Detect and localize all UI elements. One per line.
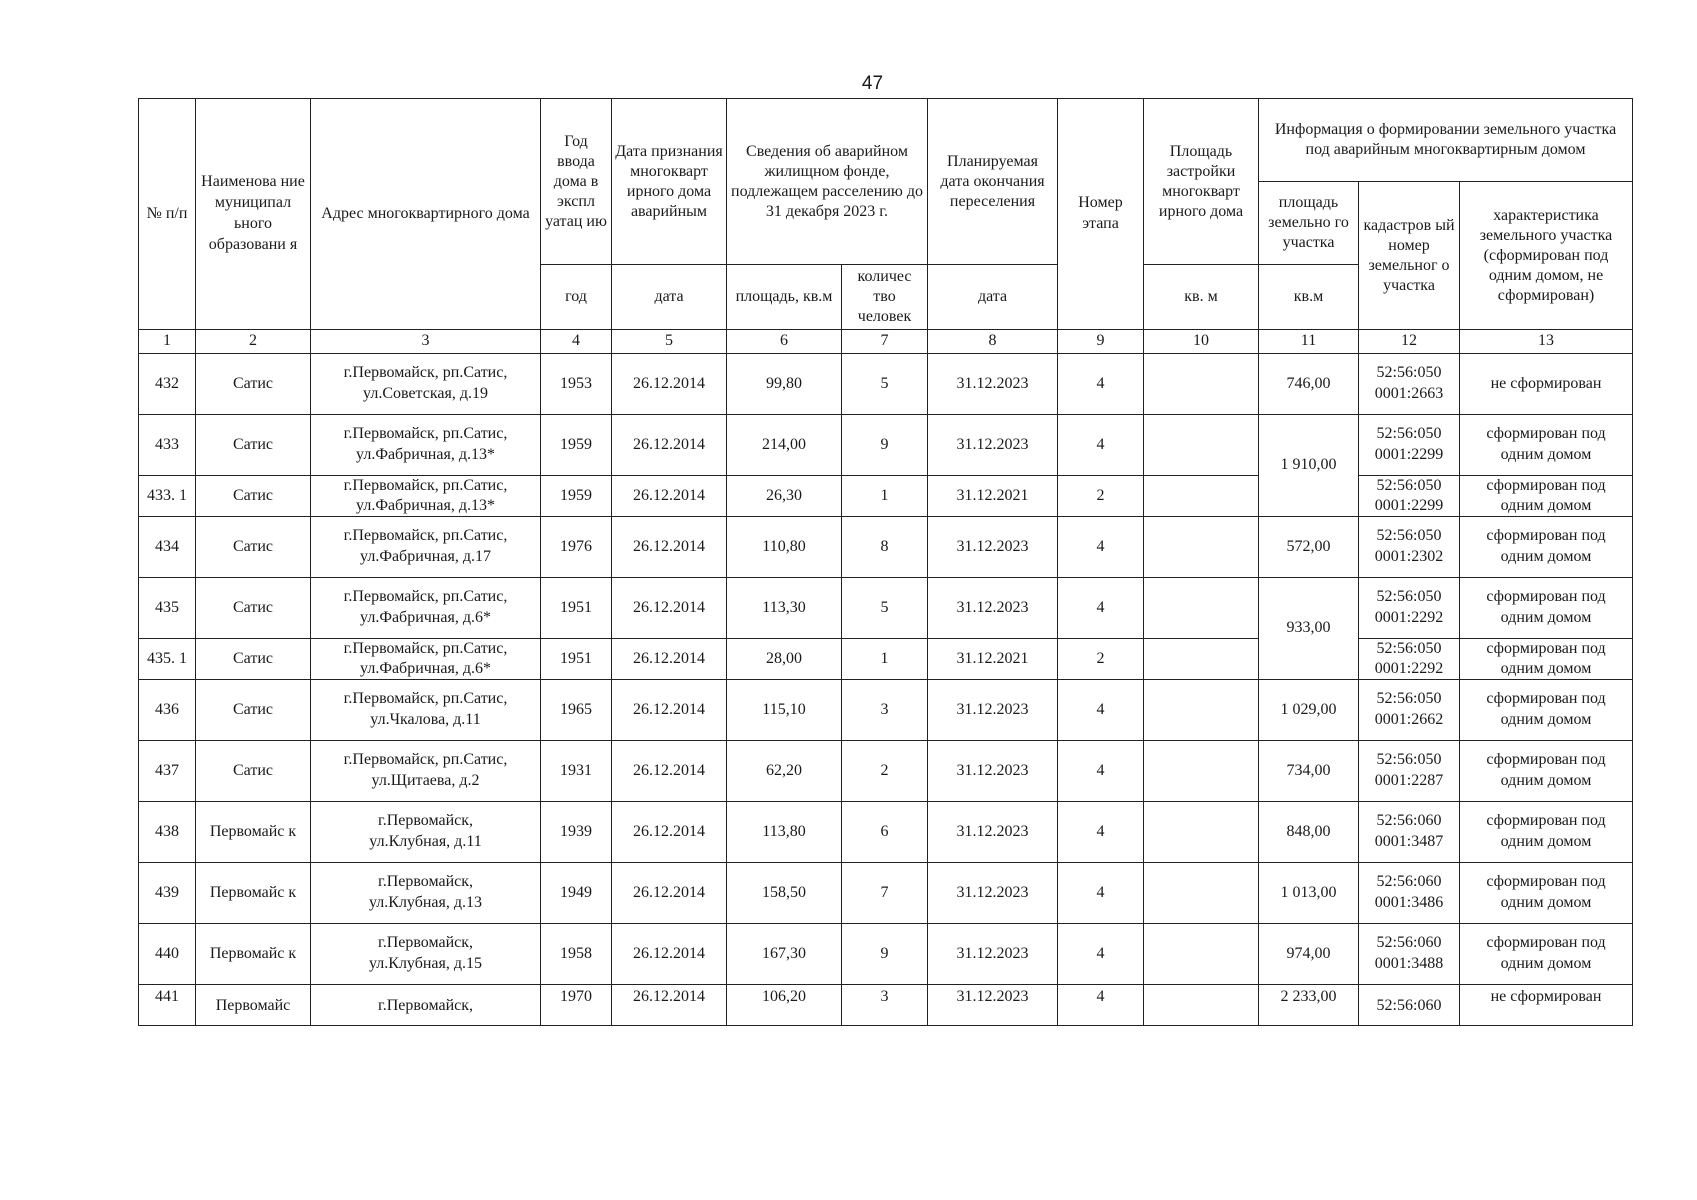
cell-cadastral [1359, 863, 1460, 924]
cell-land-char [1460, 802, 1633, 863]
column-number: 2 [196, 330, 311, 354]
address-line: г.Первомайск, рп.Сатис, [343, 477, 508, 494]
table-row [139, 985, 1633, 1026]
cell-year: 1949 [541, 863, 612, 924]
header-emergency-fund: Сведения об аварийном жилищном фонде, подлежащем расселению до 31 декабря 2023 г. [727, 99, 928, 265]
cell-planned-date: 31.12.2023 [928, 680, 1058, 741]
cell-num: 435 [139, 578, 196, 639]
cell-planned-date: 31.12.2023 [928, 985, 1058, 1026]
cell-people: 1 [842, 476, 928, 517]
cell-planned-date: 31.12.2023 [928, 741, 1058, 802]
cell-people: 7 [842, 863, 928, 924]
land-char-line: сформирован под [1486, 751, 1606, 769]
cell-num: 438 [139, 802, 196, 863]
land-char-line: одним домом [1500, 955, 1592, 972]
cell-build-area [1144, 517, 1259, 578]
cell-land-char [1460, 741, 1633, 802]
address-line: г.Первомайск, [377, 934, 474, 952]
cell-date-recognized: 26.12.2014 [612, 863, 727, 924]
cell-area: 106,20 [727, 985, 842, 1026]
cell-planned-date: 31.12.2023 [928, 863, 1058, 924]
cell-date-recognized: 26.12.2014 [612, 415, 727, 476]
unit-people: количес тво человек [842, 265, 928, 330]
column-number: 13 [1460, 330, 1633, 354]
land-char-line: сформирован под [1486, 690, 1606, 708]
cell-planned-date: 31.12.2023 [928, 354, 1058, 415]
table-row [139, 517, 1633, 578]
header-stage-number: Номер этапа [1058, 99, 1144, 330]
header-planned-date: Планируемая дата окончания переселения [928, 99, 1058, 265]
cell-year: 1958 [541, 924, 612, 985]
cell-year: 1976 [541, 517, 612, 578]
land-char-line: сформирован под [1486, 425, 1606, 443]
address-line: ул.Клубная, д.13 [368, 894, 483, 911]
unit-area: площадь, кв.м [727, 265, 842, 330]
unit-sqm-land: кв.м [1259, 265, 1359, 330]
cell-date-recognized: 26.12.2014 [612, 741, 727, 802]
table-row [139, 415, 1633, 476]
cell-build-area [1144, 578, 1259, 639]
cell-land-char [1460, 985, 1633, 1026]
cell-land-char [1460, 415, 1633, 476]
cell-area: 28,00 [727, 639, 842, 680]
cadastral-line: 52:56:060 [1376, 934, 1442, 952]
cell-num: 435. 1 [139, 639, 196, 680]
address-line: ул.Клубная, д.11 [369, 833, 482, 850]
address-line: ул.Чкалова, д.11 [370, 711, 481, 728]
cell-address [311, 476, 541, 517]
header-year-in-service: Год ввода дома в экспл уатац ию [541, 99, 612, 265]
cell-date-recognized: 26.12.2014 [612, 680, 727, 741]
address-line: ул.Советская, д.19 [363, 385, 488, 402]
cell-date-recognized: 26.12.2014 [612, 802, 727, 863]
cell-cadastral [1359, 517, 1460, 578]
address-line: г.Первомайск, [377, 812, 474, 830]
cell-build-area [1144, 802, 1259, 863]
cell-people: 2 [842, 741, 928, 802]
cell-land-area: 848,00 [1259, 802, 1359, 863]
land-char-line: сформирован под [1486, 873, 1606, 891]
cell-date-recognized: 26.12.2014 [612, 578, 727, 639]
cadastral-line: 0001:3486 [1374, 894, 1444, 911]
cell-cadastral [1359, 639, 1460, 680]
cell-date-recognized: 26.12.2014 [612, 476, 727, 517]
cell-address [311, 741, 541, 802]
cell-address [311, 924, 541, 985]
column-number: 8 [928, 330, 1058, 354]
cell-people: 6 [842, 802, 928, 863]
cell-stage: 4 [1058, 741, 1144, 802]
cell-land-area: 572,00 [1259, 517, 1359, 578]
address-line: г.Первомайск, рп.Сатис, [343, 364, 508, 382]
cell-people: 1 [842, 639, 928, 680]
cell-stage: 2 [1058, 639, 1144, 680]
cadastral-line: 52:56:050 [1376, 364, 1442, 382]
address-line: г.Первомайск, рп.Сатис, [343, 751, 508, 769]
cell-land-area: 974,00 [1259, 924, 1359, 985]
cell-people: 5 [842, 354, 928, 415]
cadastral-line: 0001:3488 [1374, 955, 1444, 972]
cell-year: 1951 [541, 639, 612, 680]
cell-num: 439 [139, 863, 196, 924]
cell-num: 440 [139, 924, 196, 985]
cell-municipality: Сатис [196, 415, 311, 476]
cell-land-area: 1 910,00 [1259, 415, 1359, 517]
header-row-top [139, 99, 1633, 182]
cell-address [311, 517, 541, 578]
cadastral-line: 52:56:050 [1376, 477, 1442, 494]
cell-stage: 4 [1058, 924, 1144, 985]
address-line: г.Первомайск, рп.Сатис, [343, 690, 508, 708]
unit-sqm-build: кв. м [1144, 265, 1259, 330]
cell-land-area: 746,00 [1259, 354, 1359, 415]
column-number: 1 [139, 330, 196, 354]
cell-address [311, 680, 541, 741]
cell-planned-date: 31.12.2023 [928, 924, 1058, 985]
cell-area: 167,30 [727, 924, 842, 985]
cell-date-recognized: 26.12.2014 [612, 354, 727, 415]
land-char-line: одним домом [1500, 660, 1592, 677]
cell-people: 8 [842, 517, 928, 578]
cell-area: 110,80 [727, 517, 842, 578]
cell-stage: 4 [1058, 415, 1144, 476]
cell-address [311, 985, 541, 1026]
cell-municipality: Сатис [196, 354, 311, 415]
address-line: ул.Фабричная, д.13* [356, 497, 495, 514]
land-char-line: сформирован под [1486, 588, 1606, 606]
land-char-line: сформирован под [1486, 477, 1606, 494]
cell-land-char [1460, 639, 1633, 680]
header-land-info: Информация о формировании земельного участка под аварийным многоквартирным домом [1259, 99, 1633, 182]
cell-municipality: Сатис [196, 517, 311, 578]
cell-build-area [1144, 741, 1259, 802]
cadastral-line: 52:56:050 [1376, 690, 1442, 708]
cell-date-recognized: 26.12.2014 [612, 924, 727, 985]
header-cadastral: кадастров ый номер земельног о участка [1359, 182, 1460, 330]
address-line: г.Первомайск, рп.Сатис, [343, 640, 508, 657]
cadastral-line: 52:56:060 [1376, 812, 1442, 830]
column-number: 6 [727, 330, 842, 354]
land-char-line: сформирован под [1486, 934, 1606, 952]
cell-num: 433. 1 [139, 476, 196, 517]
cell-land-char [1460, 924, 1633, 985]
cell-build-area [1144, 924, 1259, 985]
land-char-line: не сформирован [1490, 988, 1602, 1005]
address-line: г.Первомайск, [377, 873, 474, 891]
cell-stage: 2 [1058, 476, 1144, 517]
cell-municipality: Первомайс [196, 985, 311, 1026]
cadastral-line: 52:56:060 [1376, 873, 1442, 891]
page-number: 47 [861, 73, 884, 94]
cell-build-area [1144, 415, 1259, 476]
cell-planned-date: 31.12.2023 [928, 415, 1058, 476]
unit-date-recognized: дата [612, 265, 727, 330]
column-number-row [139, 330, 1633, 354]
cell-land-char [1460, 863, 1633, 924]
address-line: г.Первомайск, [377, 996, 474, 1014]
address-line: г.Первомайск, рп.Сатис, [343, 527, 508, 545]
table-row [139, 639, 1633, 680]
header-land-char: характеристика земельного участка (сформирован под одним домом, не сформирован) [1460, 182, 1633, 330]
cell-people: 9 [842, 415, 928, 476]
cell-num: 437 [139, 741, 196, 802]
address-line: г.Первомайск, рп.Сатис, [343, 425, 508, 443]
land-char-line: одним домом [1500, 894, 1592, 911]
land-char-line: сформирован под [1486, 640, 1606, 657]
cadastral-line: 52:56:050 [1376, 588, 1442, 606]
cell-num: 432 [139, 354, 196, 415]
cell-date-recognized: 26.12.2014 [612, 985, 727, 1026]
cell-municipality: Первомайс к [196, 863, 311, 924]
land-char-line: одним домом [1500, 711, 1592, 728]
cell-address [311, 639, 541, 680]
cell-year: 1953 [541, 354, 612, 415]
unit-date-planned: дата [928, 265, 1058, 330]
cadastral-line: 52:56:050 [1376, 640, 1442, 657]
cell-area: 99,80 [727, 354, 842, 415]
header-land-area: площадь земельно го участка [1259, 182, 1359, 265]
cell-stage: 4 [1058, 985, 1144, 1026]
cadastral-line: 0001:2662 [1374, 711, 1444, 728]
cell-land-area: 1 029,00 [1259, 680, 1359, 741]
cell-num: 434 [139, 517, 196, 578]
cell-planned-date: 31.12.2021 [928, 639, 1058, 680]
cell-planned-date: 31.12.2023 [928, 802, 1058, 863]
cell-land-char [1460, 517, 1633, 578]
cell-cadastral [1359, 680, 1460, 741]
cadastral-line: 0001:2299 [1374, 446, 1444, 463]
land-char-line: сформирован под [1486, 527, 1606, 545]
cell-build-area [1144, 639, 1259, 680]
cell-area: 62,20 [727, 741, 842, 802]
unit-year: год [541, 265, 612, 330]
land-char-line: сформирован под [1486, 812, 1606, 830]
cadastral-line: 0001:3487 [1374, 833, 1444, 850]
cell-cadastral [1359, 415, 1460, 476]
header-date-recognized: Дата признания многокварт ирного дома аварийным [612, 99, 727, 265]
table-row [139, 741, 1633, 802]
cell-area: 113,30 [727, 578, 842, 639]
cell-people: 3 [842, 680, 928, 741]
land-char-line: одним домом [1500, 548, 1592, 565]
address-line: ул.Клубная, д.15 [368, 955, 483, 972]
cadastral-line: 0001:2299 [1374, 497, 1444, 514]
table-row [139, 578, 1633, 639]
cell-stage: 4 [1058, 680, 1144, 741]
cell-year: 1965 [541, 680, 612, 741]
column-number: 9 [1058, 330, 1144, 354]
cadastral-line: 52:56:060 [1376, 996, 1442, 1014]
cell-year: 1970 [541, 985, 612, 1026]
cell-area: 26,30 [727, 476, 842, 517]
column-number: 5 [612, 330, 727, 354]
cell-land-char [1460, 354, 1633, 415]
header-build-area: Площадь застройки многокварт ирного дома [1144, 99, 1259, 265]
cell-stage: 4 [1058, 863, 1144, 924]
cell-year: 1939 [541, 802, 612, 863]
cadastral-line: 52:56:050 [1376, 751, 1442, 769]
cell-cadastral [1359, 578, 1460, 639]
cell-build-area [1144, 680, 1259, 741]
land-char-line: одним домом [1500, 609, 1592, 626]
cell-land-area: 734,00 [1259, 741, 1359, 802]
cell-address [311, 578, 541, 639]
cell-area: 158,50 [727, 863, 842, 924]
land-char-line: одним домом [1500, 833, 1592, 850]
address-line: ул.Фабричная, д.13* [356, 446, 495, 463]
cell-municipality: Сатис [196, 578, 311, 639]
header-num: № п/п [139, 99, 196, 330]
cadastral-line: 0001:2663 [1374, 385, 1444, 402]
cell-people: 5 [842, 578, 928, 639]
cell-land-area: 933,00 [1259, 578, 1359, 680]
cadastral-line: 0001:2292 [1374, 660, 1444, 677]
cell-year: 1959 [541, 476, 612, 517]
cell-municipality: Первомайс к [196, 802, 311, 863]
table-row [139, 680, 1633, 741]
address-line: ул.Фабричная, д.6* [360, 609, 491, 626]
cell-municipality: Сатис [196, 680, 311, 741]
cell-stage: 4 [1058, 517, 1144, 578]
column-number: 11 [1259, 330, 1359, 354]
cadastral-line: 0001:2292 [1374, 609, 1444, 626]
land-char-line: одним домом [1500, 446, 1592, 463]
table-row [139, 924, 1633, 985]
cell-num: 441 [139, 985, 196, 1026]
cell-planned-date: 31.12.2021 [928, 476, 1058, 517]
cell-date-recognized: 26.12.2014 [612, 517, 727, 578]
cell-cadastral [1359, 985, 1460, 1026]
cell-land-char [1460, 476, 1633, 517]
cell-build-area [1144, 476, 1259, 517]
cell-address [311, 863, 541, 924]
cell-build-area [1144, 985, 1259, 1026]
emergency-housing-table [138, 98, 1633, 1026]
column-number: 10 [1144, 330, 1259, 354]
cell-year: 1931 [541, 741, 612, 802]
cell-stage: 4 [1058, 578, 1144, 639]
cell-area: 214,00 [727, 415, 842, 476]
cell-people: 3 [842, 985, 928, 1026]
land-char-line: не сформирован [1490, 374, 1602, 392]
cell-build-area [1144, 863, 1259, 924]
cell-num: 433 [139, 415, 196, 476]
cell-year: 1951 [541, 578, 612, 639]
header-address: Адрес многоквартирного дома [311, 99, 541, 330]
cell-land-area: 1 013,00 [1259, 863, 1359, 924]
land-char-line: одним домом [1500, 772, 1592, 789]
cell-cadastral [1359, 802, 1460, 863]
cell-year: 1959 [541, 415, 612, 476]
cell-date-recognized: 26.12.2014 [612, 639, 727, 680]
cell-land-char [1460, 578, 1633, 639]
cell-municipality: Сатис [196, 741, 311, 802]
cell-area: 113,80 [727, 802, 842, 863]
cell-planned-date: 31.12.2023 [928, 578, 1058, 639]
column-number: 7 [842, 330, 928, 354]
address-line: ул.Фабричная, д.17 [360, 548, 491, 565]
column-number: 3 [311, 330, 541, 354]
address-line: г.Первомайск, рп.Сатис, [343, 588, 508, 606]
table-row [139, 476, 1633, 517]
cadastral-line: 0001:2287 [1374, 772, 1444, 789]
column-number: 4 [541, 330, 612, 354]
address-line: ул.Фабричная, д.6* [360, 660, 491, 677]
land-char-line: одним домом [1500, 497, 1592, 514]
cell-cadastral [1359, 354, 1460, 415]
cell-address [311, 802, 541, 863]
address-line: ул.Щитаева, д.2 [371, 772, 480, 789]
cell-cadastral [1359, 476, 1460, 517]
header-municipality: Наименова ние муниципал ьного образовани я [196, 99, 311, 330]
table-row [139, 802, 1633, 863]
table-row [139, 863, 1633, 924]
cadastral-line: 52:56:050 [1376, 425, 1442, 443]
cell-num: 436 [139, 680, 196, 741]
cell-people: 9 [842, 924, 928, 985]
cell-build-area [1144, 354, 1259, 415]
cadastral-line: 52:56:050 [1376, 527, 1442, 545]
cell-municipality: Сатис [196, 639, 311, 680]
cell-municipality: Первомайс к [196, 924, 311, 985]
cell-cadastral [1359, 924, 1460, 985]
cell-land-char [1460, 680, 1633, 741]
cell-address [311, 354, 541, 415]
cell-area: 115,10 [727, 680, 842, 741]
cadastral-line: 0001:2302 [1374, 548, 1444, 565]
cell-land-area: 2 233,00 [1259, 985, 1359, 1026]
table-row [139, 354, 1633, 415]
cell-stage: 4 [1058, 802, 1144, 863]
column-number: 12 [1359, 330, 1460, 354]
cell-address [311, 415, 541, 476]
cell-planned-date: 31.12.2023 [928, 517, 1058, 578]
cell-stage: 4 [1058, 354, 1144, 415]
cell-municipality: Сатис [196, 476, 311, 517]
cell-cadastral [1359, 741, 1460, 802]
